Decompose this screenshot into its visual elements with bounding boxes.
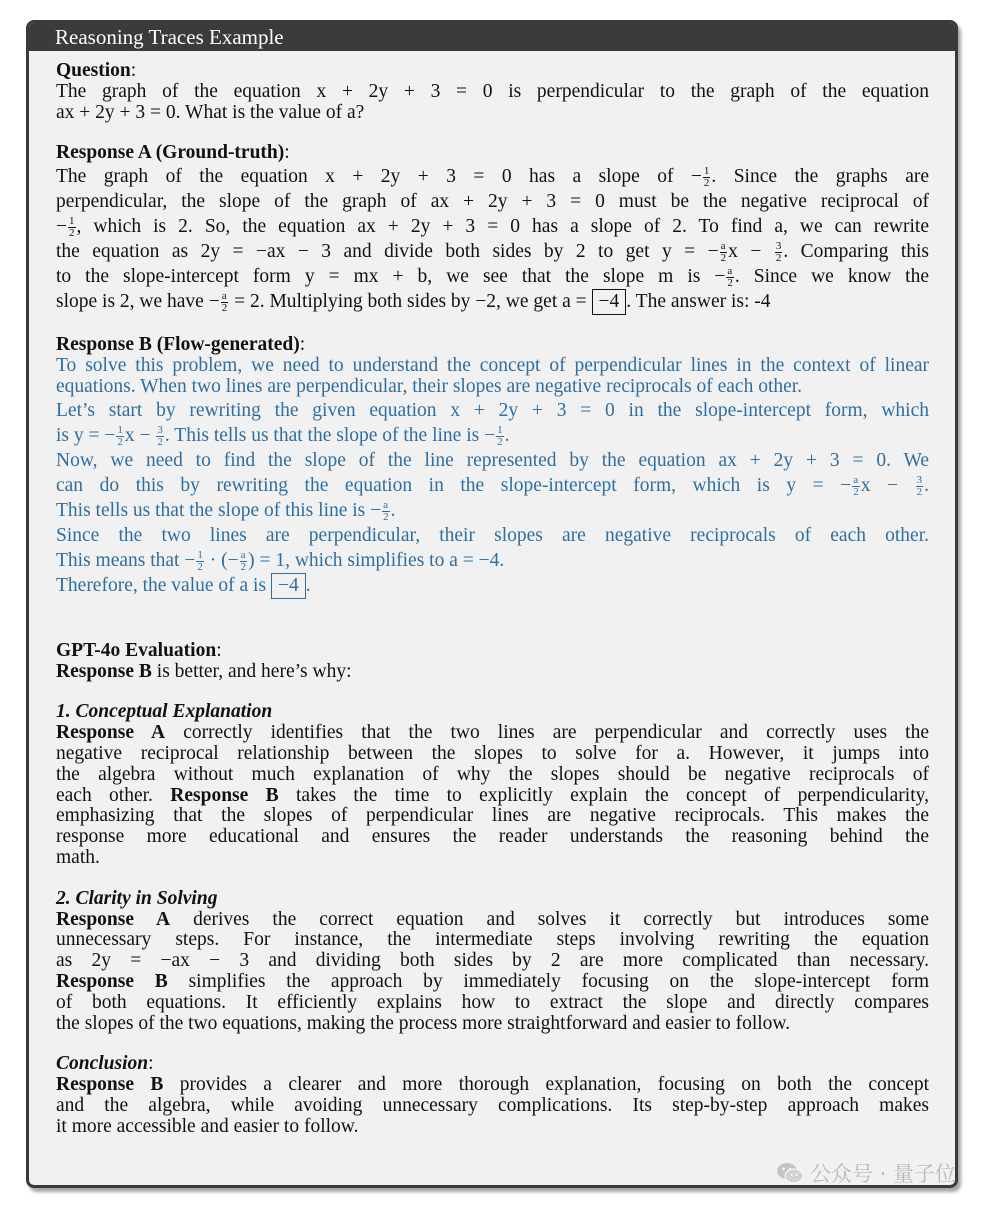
response-b-label: Response B (Flow-generated) [56,334,300,356]
box-title: Reasoning Traces Example [29,23,955,51]
response-b-line: Let’s start by rewriting the given equation x + 2y + 3 = 0 in the slope-intercept form, which [56,399,929,421]
section-line: emphasizing that the slopes of perpendicular lines are negative reciprocals. This makes the [56,805,929,827]
section-line: the algebra without much explanation of why the slopes should be negative reciprocals of [56,763,929,785]
section-line: math. [56,847,100,868]
section-line: as 2y = −ax − 3 and dividing both sides by 2 are more complicated than necessary. [56,950,929,972]
response-a-section: Response A (Ground-truth): The graph of the equation x + 2y + 3 = 0 has a slope of − $\frac{1}{2}$ . Since the graphs are perpendicular, the slope of the graph of ax + 2y + 3 = 0 must be the negative reciprocal of − $\frac{1}{2}$ , which is 2. So, the equation ax + 2y + 3 = 0 has a slope of 2. To find a, we can rewrite the equation as 2y = −ax − 3 and divide both sides by 2 to get y = − $\frac{a}{2}$ x − $\frac{3}{2}$ . Comparing this to the slope-intercept form y = mx + b, we see that the slope m is − $\frac{a}{2}$ . Since we know the slope is 2, we have − $\frac{a}{2}$ = 2. Multiplying both sides by −2, we get a = −4 . The answer is: -4 [56,142,930,315]
question-section: Question: The graph of the equation x + 2y + 3 = 0 is perpendicular to the graph of the equation ax + 2y + 3 = 0. What is the value of a? [56,60,929,123]
fraction: $\frac{1}{2}$ [117,423,123,448]
response-a-line: The graph of the equation x + 2y + 3 = 0 has a slope of − $\frac{1}{2}$ . Since the graphs are [56,165,929,190]
response-a-line: slope is 2, we have − $\frac{a}{2}$ = 2. Multiplying both sides by −2, we get a = −4 . The answer is: -4 [56,290,771,315]
response-a-line: perpendicular, the slope of the graph of ax + 2y + 3 = 0 must be the negative reciprocal of [56,191,929,213]
section-conceptual [56,702,929,868]
fraction: $\frac{3}{2}$ [775,240,782,265]
boxed-answer: −4 [271,573,306,599]
response-a-line: − $\frac{1}{2}$ , which is 2. So, the equation ax + 2y + 3 = 0 has a slope of 2. To find a, we can rewrite [56,215,929,240]
fraction: $\frac{1}{2}$ [69,215,75,240]
response-b-line: This tells us that the slope of this line is − $\frac{a}{2}$ . [56,498,396,523]
response-b-paragraph: To solve this problem, we need to understand the concept of perpendicular lines in the context of linear equations. When two lines are perpendicular, their slopes are negative reciprocals of each other. [56,355,929,397]
conclusion-label: Conclusion [56,1053,149,1075]
question-line: The graph of the equation x + 2y + 3 = 0 is perpendicular to the graph of the equation [56,80,929,102]
reasoning-traces-box [26,20,958,1188]
fraction: $\frac{1}{2}$ [197,548,203,573]
section-line: the slopes of the two equations, making the process more straightforward and easier to follow. [56,1012,791,1034]
conclusion-section: Conclusion: Response B provides a clearer and more thorough explanation, focusing on both the concept and the algebra, while avoiding unnecessary complications. Its step-by-step approach makes it more accessible and easier to follow. [56,1053,929,1137]
fraction: $\frac{a}{2}$ [727,265,733,290]
section-heading: 1. Conceptual Explanation [56,701,273,723]
response-b-line: Since the two lines are perpendicular, their slopes are negative reciprocals of each other. [56,524,929,546]
watermark-text: 公众号 · 量子位 [809,1162,956,1186]
evaluation-intro: Response B is better, and here’s why: [56,660,352,682]
response-a-line: the equation as 2y = −ax − 3 and divide both sides by 2 to get y = − $\frac{a}{2}$ x − $\frac{3}{2}$ . Comparing this [56,240,930,265]
response-b-line: Now, we need to find the slope of the line represented by the equation ax + 2y + 3 = 0. We [56,449,929,471]
question-line: ax + 2y + 3 = 0. What is the value of a? [56,101,365,123]
watermark [776,1158,956,1188]
conclusion-line: Response B provides a clearer and more thorough explanation, focusing on both the concept [56,1074,929,1096]
fraction: $\frac{3}{2}$ [916,473,923,498]
section-line: Response A correctly identifies that the two lines are perpendicular and correctly uses the [56,722,929,744]
fraction: $\frac{a}{2}$ [240,548,247,573]
fraction: $\frac{1}{2}$ [703,165,710,190]
fraction: $\frac{1}{2}$ [497,423,503,448]
response-b-line: is y = − $\frac{1}{2}$ x − $\frac{3}{2}$ . This tells us that the slope of the line is − $\frac{1}{2}$ . [56,423,510,448]
response-b-line: Therefore, the value of a is −4 . [56,573,929,599]
section-line: Response B simplifies the approach by immediately focusing on the slope-intercept form [56,970,929,992]
section-line: Response A derives the correct equation and solves it correctly but introduces some [56,908,929,930]
section-clarity [56,889,929,1035]
section-line: of both equations. It efficiently explains how to extract the slope and directly compares [56,991,929,1013]
section-line: response more educational and ensures the reader understands the reasoning behind the [56,826,929,848]
section-line: negative reciprocal relationship between the slopes to solve for a. However, it jumps into [56,743,929,765]
response-b-line: This means that − $\frac{1}{2}$ · (− $\frac{a}{2}$ ) = 1, which simplifies to a = −4. [56,548,505,573]
response-b-line: can do this by rewriting the equation in the slope-intercept form, which is y = − $\frac{a}{2}$ x − $\frac{3}{2}$ . [56,473,930,498]
fraction: $\frac{a}{2}$ [221,290,228,315]
response-a-label: Response A (Ground-truth) [56,142,285,164]
conclusion-line: and the algebra, while avoiding unnecessary complications. Its step-by-step approach makes [56,1094,929,1116]
response-b-section: Response B (Flow-generated): To solve this problem, we need to understand the concept of perpendicular lines in the context of linear equations. When two lines are perpendicular, their slopes are negative reciprocals of each other. Let’s start by rewriting the given equation x + 2y + 3 = 0 in the slope-intercept form, which is y = − $\frac{1}{2}$ x − $\frac{3}{2}$ . This tells us that the slope of the line is − $\frac{1}{2}$ . Now, we need to find the slope of the line represented by the equation ax + 2y + 3 = 0. We can do this by rewriting the equation in the slope-intercept form, which is y = − $\frac{a}{2}$ x − $\frac{3}{2}$ . This tells us that the slope of this line is − $\frac{a}{2}$ . Since the two lines are perpendicular, their slopes are negative reciprocals of each other. This means that − $\frac{1}{2}$ · (− $\frac{a}{2}$ ) = 1, which simplifies to a = −4. Therefore, the value of a is −4 . [56,335,929,599]
fraction: $\frac{a}{2}$ [720,240,727,265]
section-line: each other. Response B takes the time to explicitly explain the concept of perpendicularity, [56,784,929,806]
fraction: $\frac{a}{2}$ [853,473,859,498]
evaluation-section: GPT-4o Evaluation: Response B is better, and here’s why: [56,641,929,683]
content [56,61,929,1138]
evaluation-label: GPT-4o Evaluation [56,639,217,661]
section-line: unnecessary steps. For instance, the intermediate steps involving rewriting the equation [56,929,929,951]
section-heading: 2. Clarity in Solving [56,887,218,909]
wechat-icon [776,1162,804,1184]
boxed-answer: −4 [592,289,627,315]
response-a-line: to the slope-intercept form y = mx + b, we see that the slope m is − $\frac{a}{2}$ . Since we know the [56,265,929,290]
question-label: Question [56,60,131,81]
fraction: $\frac{3}{2}$ [157,423,163,448]
fraction: $\frac{a}{2}$ [383,498,389,523]
conclusion-line: it more accessible and easier to follow. [56,1115,359,1137]
